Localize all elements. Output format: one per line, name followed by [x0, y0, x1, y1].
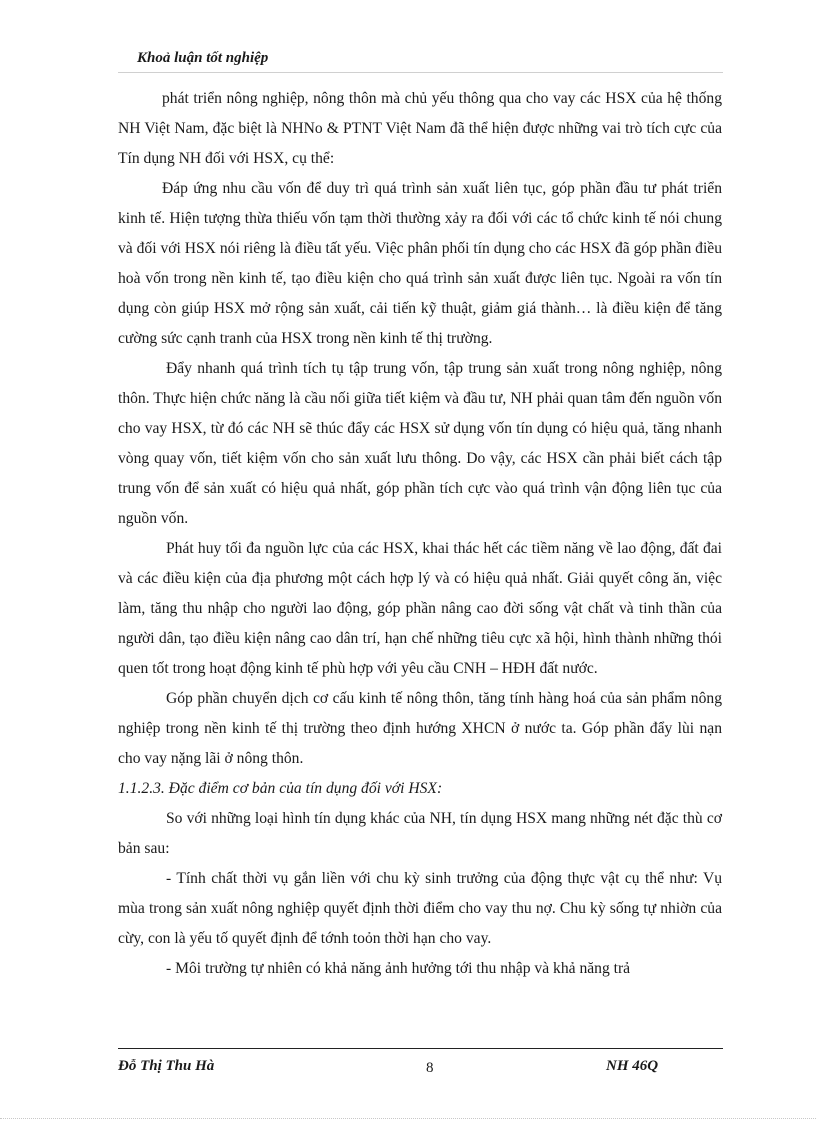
paragraph: phát triển nông nghiệp, nông thôn mà chủ yếu thông qua cho vay các HSX của hệ thống NH Việt Nam, đặc biệt là NHNo & PTNT Việt Nam đã thể hiện được những vai trò tích cực của Tín dụng NH đối với HSX, cụ thể: — [118, 90, 722, 167]
section-heading: 1.1.2.3. Đặc điểm cơ bản của tín dụng đối với HSX: — [118, 780, 443, 797]
document-header-title: Khoả luận tốt nghiệp — [137, 50, 269, 66]
footer-author: Đỗ Thị Thu Hà — [118, 1058, 215, 1074]
paragraph: Phát huy tối đa nguồn lực của các HSX, khai thác hết các tiềm năng về lao động, đất đai và các điều kiện của địa phương một cách hợp lý và có hiệu quả nhất. Giải quyết công ăn, việc làm, tăng thu nhập cho người lao động, góp phần nâng cao đời sống vật chất và tinh thần của người dân, tạo điều kiện nâng cao dân trí, hạn chế những tiêu cực xã hội, hình thành những thói quen tốt trong hoạt động kinh tế phù hợp với yêu cầu CNH – HĐH đất nước. — [118, 540, 722, 677]
header-divider — [118, 72, 723, 73]
document-body — [118, 84, 722, 984]
paragraph: So với những loại hình tín dụng khác của NH, tín dụng HSX mang những nét đặc thù cơ bản sau: — [118, 810, 722, 857]
page-bottom-border — [0, 1118, 816, 1119]
page-number: 8 — [426, 1060, 434, 1076]
paragraph: Đẩy nhanh quá trình tích tụ tập trung vốn, tập trung sản xuất trong nông nghiệp, nông thôn. Thực hiện chức năng là cầu nối giữa tiết kiệm và đầu tư, NH phải quan tâm đến nguồn vốn cho vay HSX, từ đó các NH sẽ thúc đẩy các HSX sử dụng vốn tín dụng có hiệu quả, tăng nhanh vòng quay vốn, tiết kiệm vốn cho sản xuất lưu thông. Do vậy, các HSX cần phải biết cách tập trung vốn để sản xuất có hiệu quả nhất, góp phần tích cực vào quá trình vận động liên tục của nguồn vốn. — [118, 360, 722, 527]
footer-class-code: NH 46Q — [606, 1058, 659, 1074]
paragraph: - Môi trường tự nhiên có khả năng ảnh hưởng tới thu nhập và khả năng trả — [166, 960, 631, 977]
paragraph: - Tính chất thời vụ gắn liền với chu kỳ sinh trưởng của động thực vật cụ thể như: Vụ mùa trong sản xuất nông nghiệp quyết định thời điểm cho vay thu nợ. Chu kỳ sống tự nhiờn của cừy, con là yếu tố quyết định để tớnh toỏn thời hạn cho vay. — [118, 870, 722, 947]
paragraph: Góp phần chuyển dịch cơ cấu kinh tế nông thôn, tăng tính hàng hoá của sản phẩm nông nghiệp trong nền kinh tế thị trường theo định hướng XHCN ở nước ta. Góp phần đẩy lùi nạn cho vay nặng lãi ở nông thôn. — [118, 690, 722, 767]
footer-divider — [118, 1048, 723, 1049]
paragraph: Đáp ứng nhu cầu vốn để duy trì quá trình sản xuất liên tục, góp phần đầu tư phát triển kinh tế. Hiện tượng thừa thiếu vốn tạm thời thường xảy ra đối với các tổ chức kinh tế nói chung và đối với HSX nói riêng là điều tất yếu. Việc phân phối tín dụng cho các HSX đã góp phần điều hoà vốn trong nền kinh tế, tạo điều kiện cho quá trình sản xuất được liên tục. Ngoài ra vốn tín dụng còn giúp HSX mở rộng sản xuất, cải tiến kỹ thuật, giảm giá thành… là điều kiện để tăng cường sức cạnh tranh của HSX trong nền kinh tế thị trường. — [118, 180, 722, 347]
